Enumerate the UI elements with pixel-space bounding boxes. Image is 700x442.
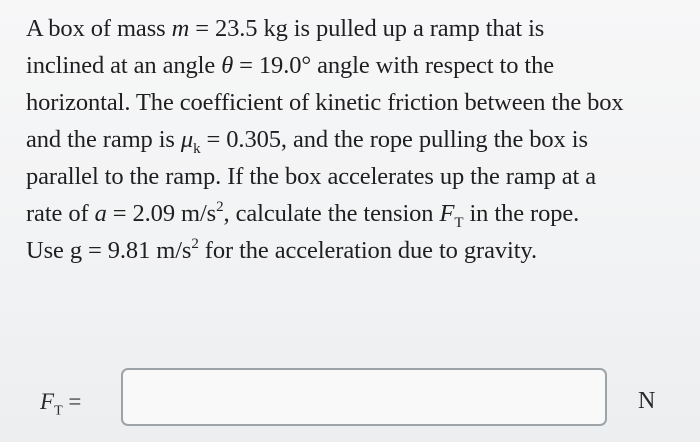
problem-line-4 (26, 121, 686, 158)
variable-tension: F (439, 200, 455, 227)
text-segment: rate of (26, 200, 95, 227)
text-segment: horizontal. The coefficient of kinetic friction between the box (26, 89, 624, 116)
problem-line-6 (26, 195, 686, 232)
tension-answer-input[interactable] (121, 368, 607, 426)
text-segment: = 19.0° angle with respect to the (233, 52, 555, 79)
problem-line-7 (26, 232, 686, 269)
equals-sign: = (62, 389, 82, 414)
problem-line-2 (26, 47, 686, 84)
text-segment: inclined at an angle (26, 52, 222, 79)
variable-friction-coefficient: μ (180, 126, 194, 153)
problem-line-5 (26, 158, 686, 195)
text-segment: and the ramp is (26, 126, 181, 153)
subscript: T (454, 214, 464, 231)
variable-mass: m (171, 15, 190, 42)
subscript: k (193, 140, 201, 157)
text-segment: for the acceleration due to gravity. (198, 237, 537, 264)
text-segment: = 23.5 kg is pulled up a ramp that is (189, 15, 545, 42)
unit-label: N (638, 388, 656, 414)
variable-angle: θ (221, 52, 234, 79)
answer-label (40, 389, 82, 419)
text-segment: parallel to the ramp. If the box accelerates up the ramp at a (26, 163, 597, 190)
variable-acceleration: a (94, 200, 107, 227)
text-segment: in the rope. (463, 200, 580, 227)
superscript: 2 (191, 235, 199, 252)
answer-variable: F (40, 389, 55, 414)
problem-line-3 (26, 84, 686, 121)
text-segment: Use g = 9.81 m/s (26, 237, 192, 264)
answer-subscript: T (54, 403, 63, 419)
problem-statement (26, 10, 686, 269)
problem-line-1 (26, 10, 686, 47)
text-segment: = 0.305, and the rope pulling the box is (200, 126, 588, 153)
text-segment: A box of mass (26, 15, 172, 42)
superscript: 2 (216, 198, 224, 215)
text-segment: , calculate the tension (223, 200, 440, 227)
text-segment: = 2.09 m/s (106, 200, 217, 227)
